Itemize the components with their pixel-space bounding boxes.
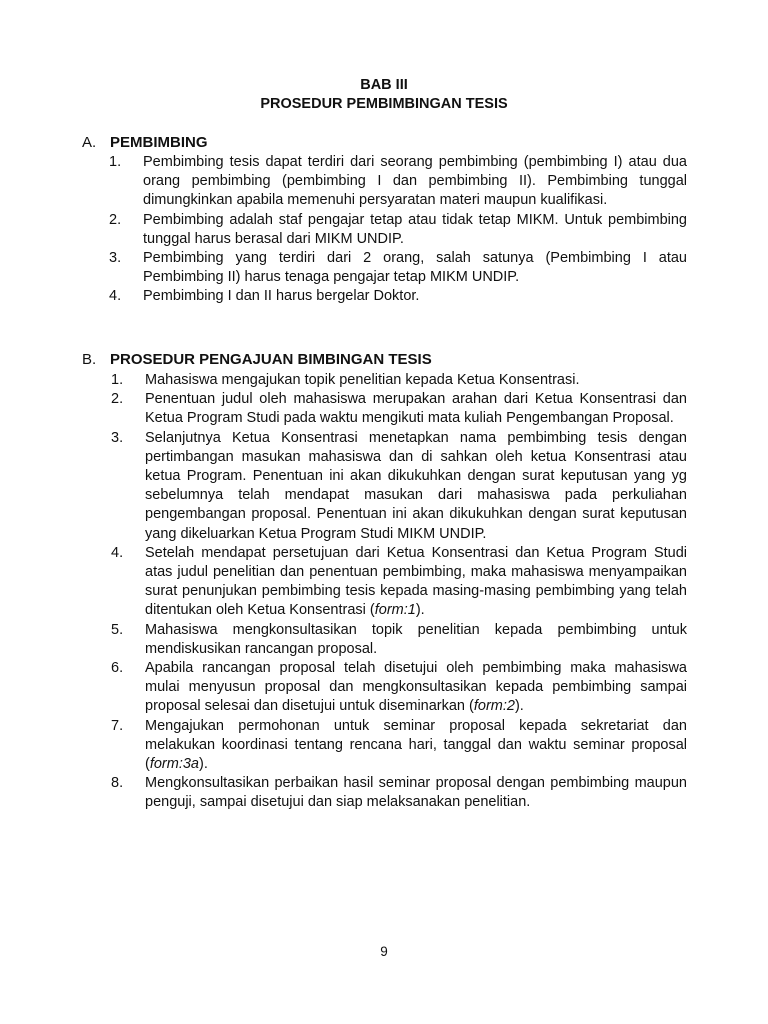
item-text: Mahasiswa mengajukan topik penelitian kepada Ketua Konsentrasi.: [145, 372, 580, 388]
chapter-title: PROSEDUR PEMBIMBINGAN TESIS: [260, 96, 508, 112]
item-number: 2.: [111, 391, 124, 408]
section-a-title: PEMBIMBING: [110, 134, 208, 151]
item-text: Penentuan judul oleh mahasiswa merupakan arahan dari Ketua Konsentrasi dan Ketua Program Studi pada waktu mengikuti mata kuliah Pengembangan Proposal.: [145, 391, 687, 427]
list-item: [111, 544, 687, 621]
form-reference: form:3a: [149, 756, 200, 773]
chapter-heading: [0, 76, 768, 114]
item-number: 1.: [109, 154, 122, 170]
list-item: [109, 287, 687, 306]
item-text: Setelah mendapat persetujuan dari Ketua Konsentrasi dan Ketua Program Studi atas judul penelitian dan penentuan pembimbing, maka mahasiswa menyampaikan surat penunjukan pembimbing tesis kepada masing-masing pembimbing yang telah ditentukan oleh Ketua Konsentrasi (: [145, 544, 687, 619]
item-text: Pembimbing adalah staf pengajar tetap atau tidak tetap MIKM. Untuk pembimbing tunggal harus berasal dari MIKM UNDIP.: [143, 211, 687, 247]
item-number: 4.: [111, 544, 124, 561]
item-text: Selanjutnya Ketua Konsentrasi menetapkan nama pembimbing tesis dengan pertimbangan masukan mahasiswa dan di sahkan oleh ketua Konsentrasi atau ketua Program. Penentuan ini akan dikukuhkan dengan surat keputusan yang yg sebelumnya telah mendapat masukan dari mahasiswa pada perkuliahan pengembangan proposal. Penentuan ini akan dikukuhkan dengan surat keputusan yang dikeluarkan Ketua Program Studi MIKM UNDIP.: [145, 429, 687, 542]
list-item: [111, 390, 687, 428]
page-number: 9: [380, 944, 388, 959]
form-reference: form:2: [473, 698, 515, 715]
list-item: [111, 659, 687, 717]
item-text: Pembimbing yang terdiri dari 2 orang, salah satunya (Pembimbing I atau Pembimbing II) harus tenaga pengajar tetap MIKM UNDIP.: [143, 250, 687, 286]
list-item: [111, 621, 687, 659]
list-item: [109, 249, 687, 287]
section-a-heading: [82, 133, 208, 152]
item-number: 5.: [111, 621, 124, 638]
section-b-letter: B.: [82, 351, 97, 368]
item-number: 3.: [109, 250, 122, 267]
list-item: [111, 371, 687, 390]
item-number: 1.: [111, 372, 124, 388]
section-a-letter: A.: [82, 134, 97, 151]
item-text: Pembimbing I dan II harus bergelar Doktor.: [143, 288, 420, 305]
item-number: 2.: [109, 211, 122, 228]
item-number: 8.: [111, 775, 124, 792]
form-reference: form:1: [374, 602, 416, 619]
list-item: [111, 774, 687, 812]
list-item: [109, 211, 687, 249]
list-item: [111, 429, 687, 544]
item-text: Mengajukan permohonan untuk seminar proposal kepada sekretariat dan melakukan koordinasi tentang rencana hari, tanggal dan waktu seminar proposal (: [145, 717, 687, 773]
item-text: Pembimbing tesis dapat terdiri dari seorang pembimbing (pembimbing I) atau dua orang pembimbing (pembimbing I dan pembimbing II). Pembimbing tunggal dimungkinkan apabila memenuhi persyaratan materi maupun kualifikasi.: [143, 154, 687, 209]
item-text-end: ).: [415, 602, 425, 619]
item-text: Mengkonsultasikan perbaikan hasil seminar proposal dengan pembimbing maupun penguji, sampai disetujui dan siap melaksanakan penelitian.: [145, 775, 687, 811]
item-number: 6.: [111, 660, 124, 677]
item-text-end: ).: [514, 698, 524, 715]
list-item: [111, 717, 687, 775]
item-text: Apabila rancangan proposal telah disetujui oleh pembimbing maka mahasiswa mulai menyusun proposal dan mengkonsultasikan kepada pembimbing sampai proposal selesai dan disetujui untuk diseminarkan (: [145, 660, 687, 715]
list-item: [109, 153, 687, 211]
section-b-heading: [82, 350, 432, 369]
item-number: 4.: [109, 288, 122, 305]
section-b-list: [111, 371, 687, 813]
chapter-label: BAB III: [360, 77, 408, 93]
item-number: 7.: [111, 717, 124, 734]
section-a-list: [109, 153, 687, 307]
item-text: Mahasiswa mengkonsultasikan topik penelitian kepada pembimbing untuk mendiskusikan rancangan proposal.: [145, 621, 687, 657]
item-number: 3.: [111, 429, 124, 446]
item-text-end: ).: [199, 756, 208, 773]
section-b-title: PROSEDUR PENGAJUAN BIMBINGAN TESIS: [110, 351, 432, 368]
